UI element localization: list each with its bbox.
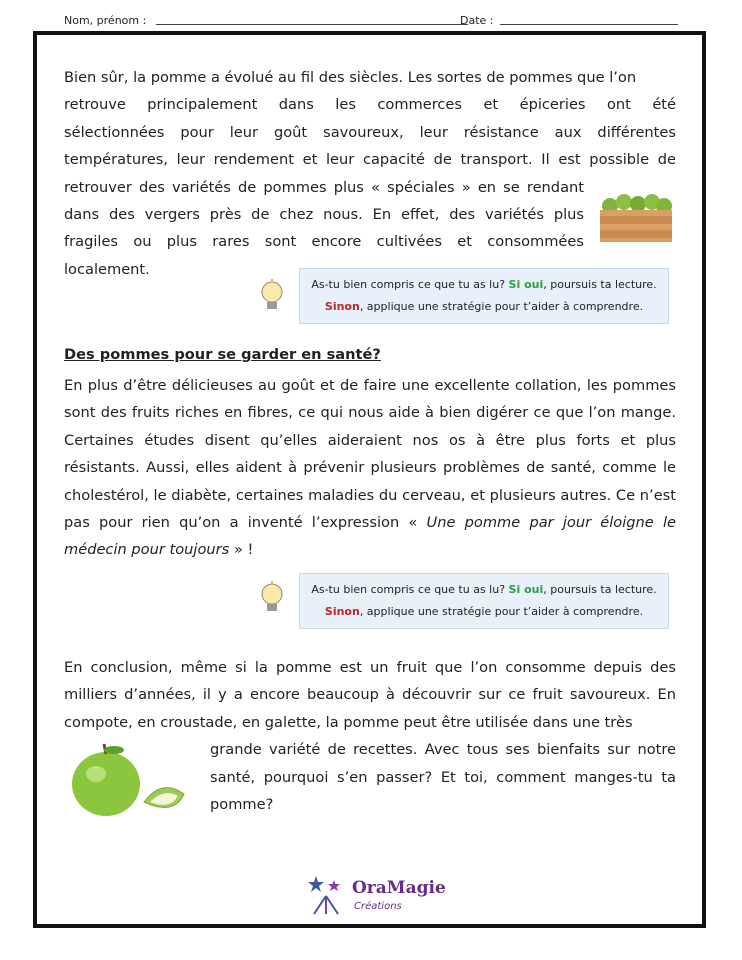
callout-no: Sinon [324,605,360,618]
paragraph-2-text: En plus d’être délicieuses au goût et de faire une excellente collation, les pommes sont des fruits riches en fibres, ce qui nous aide à bien digérer ce que l’on mange. Certaines études disent qu’elles aideraient nos os à être plus forts et plus résistants. Aussi, elles aident à prévenir plusieurs problèmes de santé, comme le cholestérol, le diabète, certaines maladies du cerveau, et plusieurs autres. Ce n’est pas pour rien qu’on a inventé l’expression « [64,377,676,532]
section-2-heading: Des pommes pour se garder en santé? [64,346,381,363]
callout-no: Sinon [324,300,360,313]
header [64,14,682,30]
callout-line-1 [300,274,668,296]
paragraph-1-line: Bien sûr, la pomme a évolué au fil des siècles. Les sortes de pommes que l’on [64,69,637,86]
paragraph-1 [64,64,676,283]
callout-line-2 [300,601,668,623]
paragraph-3-indented: grande variété de recettes. Avec tous ses bienfaits sur notre santé, pourquoi s’en passer? Et toi, comment manges-tu ta pomme? [210,741,676,814]
name-line [156,24,468,25]
callout-question: As-tu bien compris ce que tu as lu? [311,278,506,291]
lightbulb-icon [257,279,287,313]
paragraph-3-text: En conclusion, même si la pomme est un fruit que l’on consomme depuis des milliers d’années, il y a encore beaucoup à découvrir sur ce fruit savoureux. En compote, en croustade, en galette, la pomme peut être utilisée dans une très [64,659,676,731]
paragraph-1-line: retrouve principalement dans les commerces et épiceries ont été [64,96,676,114]
comprehension-callout [299,573,669,629]
callout-yes: Si oui [508,278,544,291]
green-apple-image [66,742,190,822]
paragraph-1-line: fragiles ou plus rares sont encore cultivées et consommées [64,233,584,251]
date-line [500,24,678,25]
apple-crate-image [596,190,676,246]
paragraph-1-line: températures, leur rendement et leur capacité de transport. Il est possible de [64,151,676,169]
callout-no-rest: , applique une stratégie pour t’aider à comprendre. [359,605,644,618]
paragraph-2-end: » ! [229,541,254,559]
logo-subtitle: Créations [354,901,402,912]
name-label: Nom, prénom : [64,14,147,27]
lightbulb-icon [257,581,287,615]
callout-yes-rest: , poursuis ta lecture. [543,278,657,291]
callout-line-1 [300,579,668,601]
paragraph-1-line: retrouver des variétés de pommes plus « spéciales » en se rendant [64,178,584,196]
stars-icon [304,874,348,918]
logo-name: OraMagie [352,878,446,898]
callout-no-rest: , applique une stratégie pour t’aider à comprendre. [359,300,644,313]
callout-yes: Si oui [508,583,544,596]
paragraph-1-line: dans des vergers près de chez nous. En effet, des variétés plus [64,206,584,224]
paragraph-1-line: sélectionnées pour leur goût savoureux, leur résistance aux différentes [64,123,676,141]
oramagie-logo [304,874,454,918]
callout-question: As-tu bien compris ce que tu as lu? [311,583,506,596]
quote: Une pomme par jour éloigne le médecin pour toujours [64,514,676,559]
comprehension-callout [299,268,669,324]
paragraph-1-line: localement. [64,260,150,278]
date-label: Date : [460,14,494,27]
paragraph-2 [64,372,676,564]
callout-yes-rest: , poursuis ta lecture. [543,583,657,596]
callout-line-2 [300,296,668,318]
